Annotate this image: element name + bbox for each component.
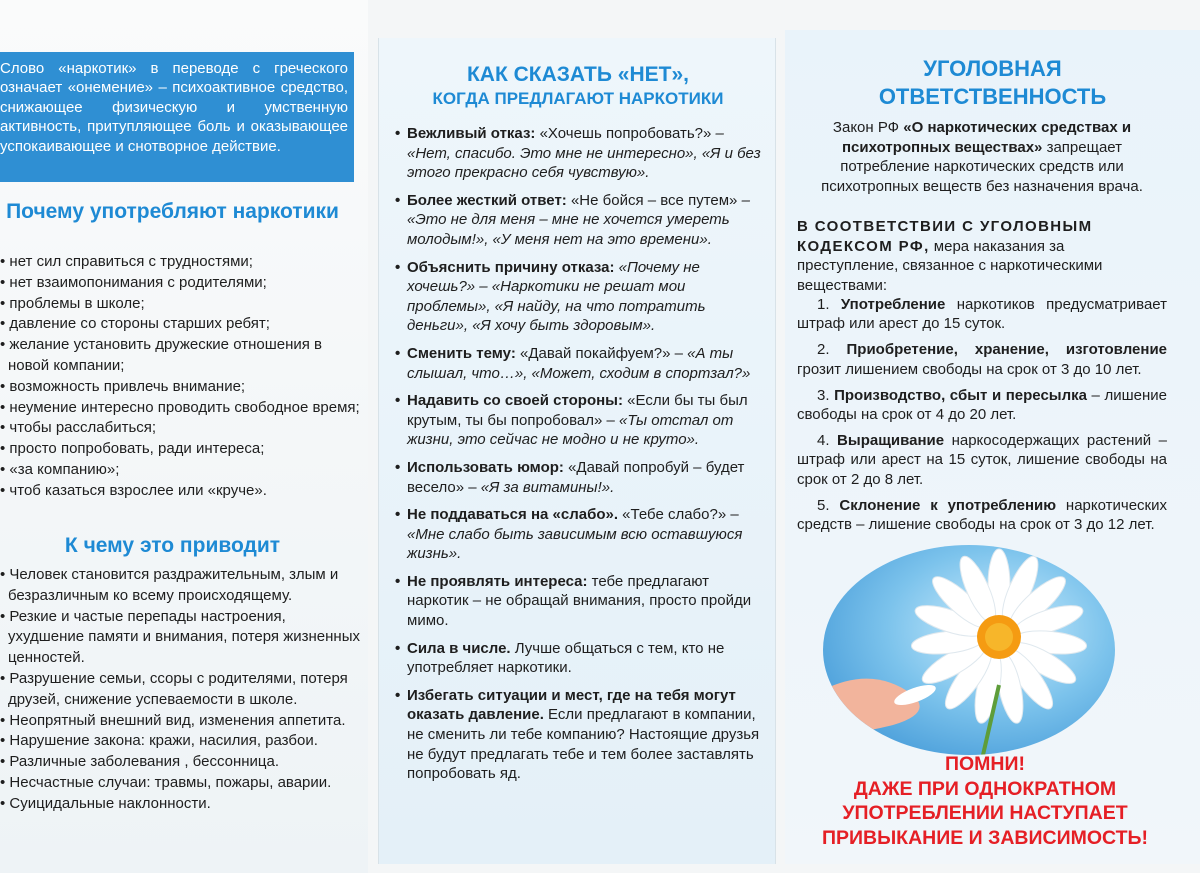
definition-box <box>0 52 354 182</box>
penalty-text: грозит лишением свободы на срок от 3 до 10 лет. <box>797 360 1142 378</box>
consequences-list <box>0 565 365 815</box>
tip-answer: «Я за витамины!». <box>476 478 615 496</box>
law-prefix: Закон РФ <box>832 119 904 136</box>
penalty-title: Производство, сбыт и пересылка <box>834 386 1087 404</box>
middle-panel <box>378 38 776 864</box>
penalties-list <box>797 295 1167 541</box>
penalty-number: 3. <box>817 386 830 404</box>
consequence-item: • Неопрятный внешний вид, изменения аппетита. <box>0 711 365 732</box>
law-paragraph <box>797 118 1167 196</box>
warning-line4: ПРИВЫКАНИЕ И ЗАВИСИМОСТЬ! <box>821 826 1149 849</box>
reasons-list <box>0 252 365 502</box>
penalty-item <box>797 496 1167 534</box>
say-no-subtitle: КОГДА ПРЕДЛАГАЮТ НАРКОТИКИ <box>432 89 724 108</box>
warning-line1: ПОМНИ! <box>944 753 1026 775</box>
tip-text: Лучше общаться с тем, кто не употребляет наркотики. <box>407 639 725 677</box>
consequence-item: • Несчастные случаи: травмы, пожары, аварии. <box>0 773 365 794</box>
tip-item <box>395 124 765 183</box>
tip-title: Объяснить причину отказа: <box>407 258 615 276</box>
tip-item <box>395 458 765 497</box>
tip-answer: «А ты слышал, что…», «Может, сходим в спортзал?» <box>407 344 751 382</box>
tip-text: «Давай покайфуем?» – <box>515 344 683 362</box>
tip-item <box>395 639 765 678</box>
tip-title: Надавить со своей стороны: <box>407 392 623 410</box>
tip-item <box>395 572 765 631</box>
tip-title: Сила в числе. <box>407 639 511 657</box>
tip-item <box>395 505 765 564</box>
penalty-number: 2. <box>817 341 830 359</box>
reason-item: • возможность привлечь внимание; <box>0 377 365 398</box>
tip-title: Сменить тему: <box>407 344 516 362</box>
penalty-text: наркотических средств – лишение свободы на срок от 3 до 12 лет. <box>797 496 1167 534</box>
daisy-icon <box>823 545 1115 755</box>
reason-item: • нет взаимопонимания с родителями; <box>0 273 365 294</box>
tips-list <box>395 124 765 792</box>
liability-heading-line1: УГОЛОВНАЯ <box>923 56 1062 81</box>
left-panel <box>0 0 368 873</box>
tip-answer: «Ты отстал от жизни, это сейчас не модно и не круто». <box>407 411 734 449</box>
tip-title: Вежливый отказ: <box>407 125 536 142</box>
penalty-title: Склонение к употреблению <box>839 496 1057 514</box>
results-heading: К чему это приводит <box>64 534 281 557</box>
criminal-code-caps: В СООТВЕТСТВИИ С УГОЛОВНЫМ КОДЕКСОМ РФ, <box>797 218 1093 255</box>
warning-block <box>785 752 1185 850</box>
tip-title: Не поддаваться на «слабо». <box>407 506 619 524</box>
law-name: «О наркотических средствах и психотропных веществах» <box>842 119 1132 156</box>
penalty-number: 5. <box>817 496 830 514</box>
consequence-item: • Различные заболевания , бессонница. <box>0 752 365 773</box>
say-no-heading <box>379 62 776 110</box>
reason-item: • «за компанию»; <box>0 460 365 481</box>
warning-line2: ДАЖЕ ПРИ ОДНОКРАТНОМ <box>853 777 1117 800</box>
consequence-item: • Разрушение семьи, ссоры с родителями, потеря друзей, снижение успеваемости в школе. <box>0 669 365 711</box>
consequence-item: • Человек становится раздражительным, злым и безразличным ко всему происходящему. <box>0 565 365 607</box>
liability-heading-line2: ОТВЕТСТВЕННОСТЬ <box>878 84 1107 109</box>
tip-title: Не проявлять интереса: <box>407 572 588 590</box>
penalty-item <box>797 386 1167 424</box>
tip-item <box>395 191 765 250</box>
why-heading: Почему употребляют наркотики <box>6 200 339 223</box>
tip-answer: – «Это не для меня – мне не хочется умереть молодым!», «У меня нет на это времени». <box>407 191 750 248</box>
penalty-item <box>797 431 1167 489</box>
penalty-text: наркосодержащих растений – штраф или арест на 15 суток, лишение свободы на срок от 2 до 8 лет. <box>797 432 1167 488</box>
penalty-title: Приобретение, хранение, изготовление <box>846 341 1168 359</box>
penalty-number: 1. <box>817 296 830 313</box>
tip-text: «Хочешь попробовать?» <box>535 125 712 142</box>
reason-item: • проблемы в школе; <box>0 294 365 315</box>
right-panel <box>785 30 1200 864</box>
tip-text: Если предлагают в компании, не сменить ли тебе компанию? Настоящие друзья не будут предлагать тебе и тем более заставлять попробовать яд. <box>407 706 760 783</box>
definition-text: Слово «наркотик» в переводе с греческого означает «онемение» – психоактивное средство, снижающее физическую и умственную активность, притупляющее боль и оказывающее успокаивающее и снотворное действие. <box>0 60 348 155</box>
reason-item: • желание установить дружеские отношения в новой компании; <box>0 335 365 377</box>
penalty-item <box>797 295 1167 333</box>
reason-item: • чтоб казаться взрослее или «круче». <box>0 481 365 502</box>
daisy-photo <box>823 545 1115 755</box>
tip-text: «Тебе слабо?» – <box>618 506 739 524</box>
tip-item <box>395 344 765 383</box>
criminal-code-paragraph <box>797 217 1167 295</box>
consequence-item: • Нарушение закона: кражи, насилия, разбои. <box>0 731 365 752</box>
tip-text: «Не бойся – все путем» <box>566 191 738 209</box>
tip-answer: «Почему не хочешь?» – «Наркотики не решат мои проблемы», «Я найду, на что потратить деньги», «Я хочу быть здоровым». <box>407 258 706 335</box>
tip-item <box>395 258 765 336</box>
consequence-item: • Суицидальные наклонности. <box>0 794 365 815</box>
penalty-number: 4. <box>817 432 830 450</box>
reason-item: • неумение интересно проводить свободное время; <box>0 398 365 419</box>
reason-item: • чтобы расслабиться; <box>0 418 365 439</box>
liability-heading <box>785 55 1200 111</box>
tip-title: Использовать юмор: <box>407 458 564 476</box>
penalty-text: – лишение свободы на срок от 4 до 20 лет. <box>797 386 1167 424</box>
tip-title: Более жесткий ответ: <box>407 191 567 209</box>
tip-text: тебе предлагают наркотик – не обращай внимания, просто пройди мимо. <box>407 572 752 630</box>
penalty-title: Выращивание <box>837 432 945 450</box>
tip-item <box>395 391 765 450</box>
penalty-title: Употребление <box>840 296 946 313</box>
penalty-text: наркотиков предусматривает штраф или арест до 15 суток. <box>797 296 1167 333</box>
tip-answer: «Мне слабо быть зависимым всю оставшуюся жизнь». <box>407 525 743 563</box>
reason-item: • давление со стороны старших ребят; <box>0 314 365 335</box>
warning-line3: УПОТРЕБЛЕНИИ НАСТУПАЕТ <box>842 802 1128 824</box>
criminal-code-rest: мера наказания за преступление, связанное с наркотическими веществами: <box>797 237 1103 294</box>
tip-text: «Если бы ты был крутым, ты бы попробовал» – <box>407 392 748 429</box>
reason-item: • просто попробовать, ради интереса; <box>0 439 365 460</box>
reason-item: • нет сил справиться с трудностями; <box>0 252 365 273</box>
law-suffix: запрещает потребление наркотических средств или психотропных веществ без назначения врача. <box>821 138 1143 195</box>
say-no-title: КАК СКАЗАТЬ «НЕТ», <box>466 63 689 86</box>
tip-title: Избегать ситуации и мест, где на тебя могут оказать давление. <box>407 686 736 724</box>
tip-item <box>395 686 765 784</box>
penalty-item <box>797 340 1167 378</box>
tip-text: «Давай попробуй – будет весело» – <box>407 458 745 496</box>
tip-answer: – «Нет, спасибо. Это мне не интересно», «Я и без этого прекрасно себя чувствую». <box>407 125 761 182</box>
consequence-item: • Резкие и частые перепады настроения, ухудшение памяти и внимания, потеря жизненных ценностей. <box>0 607 365 669</box>
